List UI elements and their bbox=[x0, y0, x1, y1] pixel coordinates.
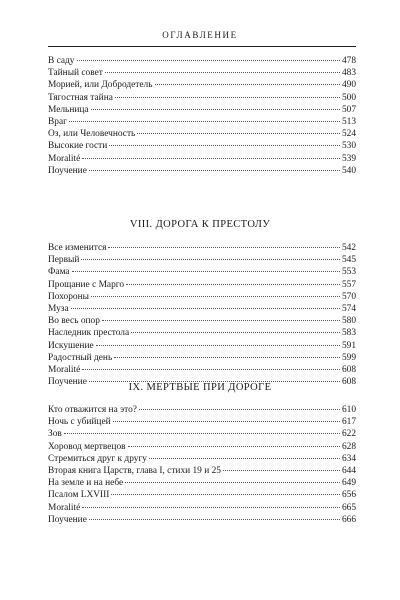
dot-leader bbox=[128, 446, 340, 447]
entry-title: Все изменится bbox=[48, 243, 107, 253]
entry-page-number: 634 bbox=[341, 453, 356, 464]
dot-leader bbox=[102, 320, 340, 321]
entry-page-number: 557 bbox=[341, 279, 356, 290]
entry-page-number: 553 bbox=[341, 267, 356, 278]
dot-leader bbox=[82, 158, 340, 159]
toc-entry bbox=[48, 266, 356, 278]
entry-page-number: 665 bbox=[341, 502, 356, 513]
entry-title: Зов bbox=[48, 429, 62, 440]
dot-leader bbox=[131, 332, 340, 333]
toc-entry bbox=[48, 514, 356, 526]
entry-page-number: 649 bbox=[341, 478, 356, 489]
entry-page-number: 574 bbox=[341, 303, 356, 314]
section-heading-viii: VIII. ДОРОГА К ПРЕСТОЛУ bbox=[129, 219, 271, 230]
toc-entry bbox=[48, 279, 356, 291]
dot-leader bbox=[105, 72, 340, 73]
dot-leader bbox=[89, 170, 340, 171]
entry-page-number: 483 bbox=[341, 68, 356, 79]
toc-entry bbox=[48, 340, 356, 352]
entry-title: Враг bbox=[48, 116, 67, 127]
dot-leader bbox=[125, 482, 340, 483]
entry-title: Во весь опор bbox=[48, 316, 100, 327]
entry-title: Радостный день bbox=[48, 352, 113, 363]
running-head: ОГЛАВЛЕНИЕ bbox=[162, 30, 238, 40]
dot-leader bbox=[111, 494, 340, 495]
toc-entry bbox=[48, 140, 356, 152]
toc-entry bbox=[48, 453, 356, 465]
entry-title: Стремиться друг к другу bbox=[48, 453, 147, 464]
toc-entry bbox=[48, 404, 356, 416]
dot-leader bbox=[81, 259, 340, 260]
entry-page-number: 540 bbox=[341, 165, 356, 176]
entry-title: Муза bbox=[48, 303, 69, 314]
dot-leader bbox=[109, 145, 340, 146]
entry-page-number: 500 bbox=[341, 92, 356, 103]
dot-leader bbox=[96, 345, 340, 346]
entry-title: Moralité bbox=[48, 153, 81, 164]
toc-section-1 bbox=[48, 55, 356, 177]
dot-leader bbox=[91, 296, 340, 297]
entry-title: Фама bbox=[48, 267, 70, 278]
toc-entry bbox=[48, 364, 356, 376]
entry-page-number: 530 bbox=[341, 141, 356, 152]
entry-page-number: 628 bbox=[341, 441, 356, 452]
toc-entry bbox=[48, 67, 356, 79]
entry-page-number: 545 bbox=[341, 255, 356, 266]
dot-leader bbox=[91, 109, 340, 110]
section-heading-ix: IX. МЕРТВЫЕ ПРИ ДОРОГЕ bbox=[128, 382, 272, 393]
dot-leader bbox=[113, 421, 340, 422]
dot-leader bbox=[126, 284, 340, 285]
header-rule bbox=[48, 46, 356, 47]
toc-entry bbox=[48, 242, 356, 254]
entry-page-number: 610 bbox=[341, 405, 356, 415]
entry-page-number: 478 bbox=[341, 56, 356, 66]
dot-leader bbox=[115, 97, 340, 98]
dot-leader bbox=[114, 357, 340, 358]
toc-entry bbox=[48, 291, 356, 303]
dot-leader bbox=[155, 84, 340, 85]
toc-entry bbox=[48, 465, 356, 477]
dot-leader bbox=[71, 308, 340, 309]
entry-title: Первый bbox=[48, 255, 80, 266]
entry-page-number: 583 bbox=[341, 328, 356, 339]
entry-title: Хоровод мертвецов bbox=[48, 441, 126, 452]
entry-title: Кто отважится на это? bbox=[48, 405, 137, 415]
toc-entry bbox=[48, 315, 356, 327]
dot-leader bbox=[82, 369, 340, 370]
toc-entry bbox=[48, 489, 356, 501]
dot-leader bbox=[137, 133, 340, 134]
entry-title: Тягостная тайна bbox=[48, 92, 113, 103]
toc-entry bbox=[48, 92, 356, 104]
toc-entry bbox=[48, 128, 356, 140]
toc-entry bbox=[48, 441, 356, 453]
entry-page-number: 608 bbox=[341, 364, 356, 375]
dot-leader bbox=[69, 121, 340, 122]
entry-page-number: 644 bbox=[341, 465, 356, 476]
toc-entry bbox=[48, 55, 356, 67]
entry-title: Тайный совет bbox=[48, 68, 103, 79]
entry-title: Морией, или Добродетель bbox=[48, 80, 153, 91]
toc-section-ix bbox=[48, 404, 356, 526]
entry-page-number: 622 bbox=[341, 429, 356, 440]
entry-title: Наследник престола bbox=[48, 328, 130, 339]
entry-page-number: 539 bbox=[341, 153, 356, 164]
entry-title: Псалом LXVIII bbox=[48, 490, 110, 501]
entry-page-number: 666 bbox=[341, 514, 356, 525]
entry-title: Прощание с Марго bbox=[48, 279, 125, 290]
dot-leader bbox=[89, 519, 340, 520]
entry-title: Поучение bbox=[48, 514, 87, 525]
dot-leader bbox=[139, 409, 340, 410]
entry-title: Высокие гости bbox=[48, 141, 108, 152]
toc-entry bbox=[48, 79, 356, 91]
dot-leader bbox=[72, 271, 340, 272]
dot-leader bbox=[149, 458, 340, 459]
entry-page-number: 524 bbox=[341, 129, 356, 140]
dot-leader bbox=[223, 470, 340, 471]
entry-title: Moralité bbox=[48, 364, 81, 375]
toc-entry bbox=[48, 428, 356, 440]
entry-page-number: 513 bbox=[341, 116, 356, 127]
toc-entry bbox=[48, 116, 356, 128]
entry-title: В саду bbox=[48, 56, 75, 66]
entry-page-number: 490 bbox=[341, 80, 356, 91]
entry-title: Похороны bbox=[48, 291, 89, 302]
entry-page-number: 599 bbox=[341, 352, 356, 363]
entry-title: Искушение bbox=[48, 340, 94, 351]
toc-entry bbox=[48, 303, 356, 315]
entry-title: Мельница bbox=[48, 104, 89, 115]
toc-entry bbox=[48, 416, 356, 428]
toc-entry bbox=[48, 153, 356, 165]
toc-entry bbox=[48, 477, 356, 489]
entry-title: Moralité bbox=[48, 502, 81, 513]
entry-page-number: 507 bbox=[341, 104, 356, 115]
entry-title: Вторая книга Царств, глава I, стихи 19 и 25 bbox=[48, 465, 221, 476]
entry-title: На земле и на небе bbox=[48, 478, 124, 489]
toc-section-viii bbox=[48, 242, 356, 388]
entry-page-number: 608 bbox=[341, 377, 356, 388]
toc-entry bbox=[48, 165, 356, 177]
entry-page-number: 591 bbox=[341, 340, 356, 351]
dot-leader bbox=[108, 247, 340, 248]
dot-leader bbox=[64, 433, 340, 434]
toc-entry bbox=[48, 327, 356, 339]
toc-entry bbox=[48, 254, 356, 266]
entry-title: Оз, или Человечность bbox=[48, 129, 136, 140]
entry-title: Поучение bbox=[48, 165, 87, 176]
dot-leader bbox=[82, 507, 340, 508]
entry-page-number: 570 bbox=[341, 291, 356, 302]
entry-page-number: 580 bbox=[341, 316, 356, 327]
dot-leader bbox=[77, 60, 340, 61]
entry-page-number: 617 bbox=[341, 417, 356, 428]
toc-entry bbox=[48, 502, 356, 514]
toc-entry bbox=[48, 104, 356, 116]
entry-page-number: 656 bbox=[341, 490, 356, 501]
toc-entry bbox=[48, 352, 356, 364]
entry-page-number: 542 bbox=[341, 243, 356, 253]
entry-title: Ночь с убийцей bbox=[48, 417, 111, 428]
entry-title: Поучение bbox=[48, 377, 87, 388]
